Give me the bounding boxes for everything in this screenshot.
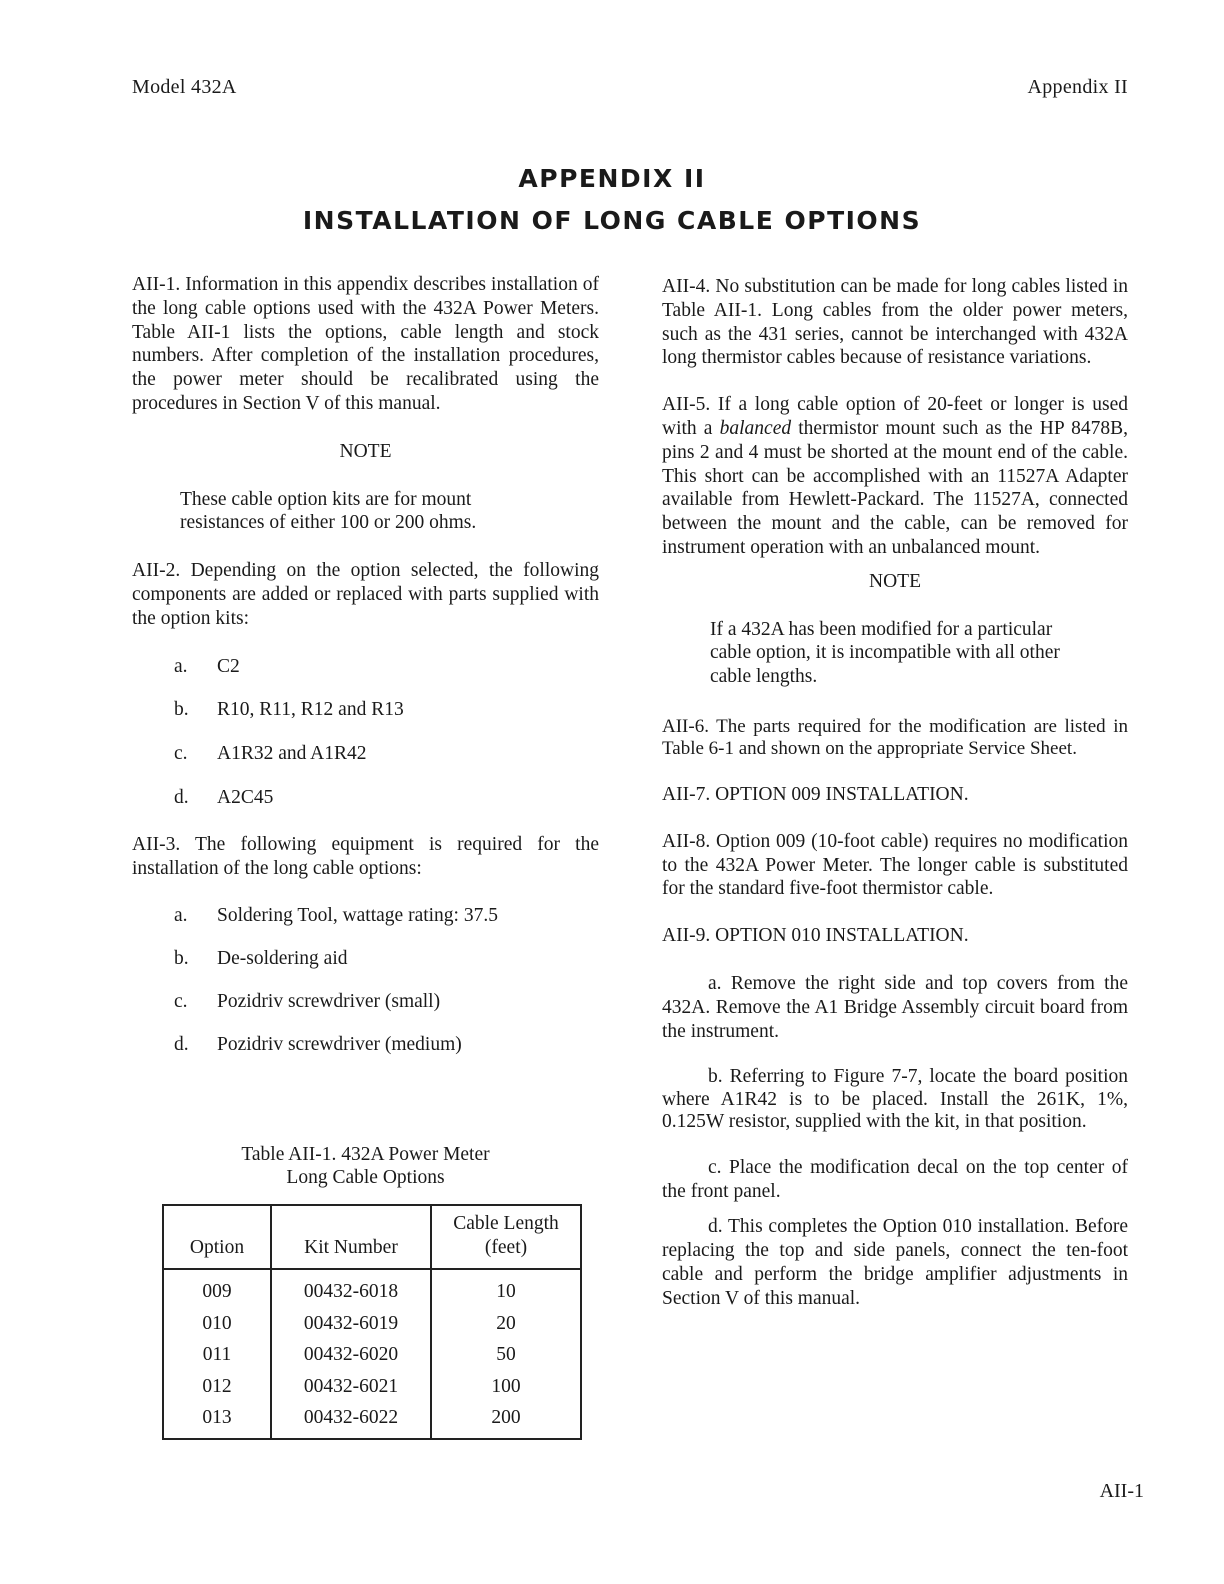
list-item: b. De-soldering aid bbox=[174, 948, 348, 970]
heading-option-010: AII-9. OPTION 010 INSTALLATION. bbox=[662, 925, 969, 947]
long-cable-options-table bbox=[162, 1204, 582, 1440]
list-item: d. A2C45 bbox=[174, 786, 274, 808]
paragraph-aii-3: AII-3. The following equipment is required for the installation of the long cable options: bbox=[132, 833, 599, 879]
note-text: If a 432A has been modified for a particular cable option, it is incompatible with all other cable lengths. bbox=[710, 618, 1060, 688]
column-header-kit-number: Kit Number bbox=[271, 1205, 431, 1269]
table-row: 013 00432-6022 200 bbox=[163, 1402, 581, 1439]
step-b: b. Referring to Figure 7-7, locate the board position where A1R42 is to be placed. Install the 261K, 1%, 0.125W resistor, supplied with the kit, in that position. bbox=[662, 1066, 1128, 1133]
table-row: 011 00432-6020 50 bbox=[163, 1339, 581, 1371]
list-item: c. A1R32 and A1R42 bbox=[174, 743, 367, 765]
page-subtitle: INSTALLATION OF LONG CABLE OPTIONS bbox=[302, 206, 922, 235]
list-item: a. C2 bbox=[174, 655, 240, 677]
components-list bbox=[132, 655, 599, 810]
note-text: These cable option kits are for mount resistances of either 100 or 200 ohms. bbox=[180, 488, 477, 534]
column-header-option: Option bbox=[163, 1205, 271, 1269]
page-number: AII-1 bbox=[1099, 1480, 1144, 1502]
running-header-model: Model 432A bbox=[132, 76, 237, 98]
running-header-appendix: Appendix II bbox=[1027, 76, 1128, 98]
left-column bbox=[132, 273, 599, 1440]
list-item: d. Pozidriv screwdriver (medium) bbox=[174, 1033, 462, 1055]
equipment-list bbox=[132, 904, 599, 1056]
step-d: d. This completes the Option 010 installation. Before replacing the top and side panels, connect the ten-foot cable and perform the bridge amplifier adjustments in Section V of this manual. bbox=[662, 1216, 1128, 1309]
paragraph-aii-6: AII-6. The parts required for the modification are listed in Table 6-1 and shown on the appropriate Service Sheet. bbox=[662, 715, 1128, 760]
paragraph-aii-8: AII-8. Option 009 (10-foot cable) requires no modification to the 432A Power Meter. The longer cable is substituted for the standard five-foot thermistor cable. bbox=[662, 830, 1128, 900]
page-title: APPENDIX II bbox=[518, 164, 706, 193]
step-a: a. Remove the right side and top covers from the 432A. Remove the A1 Bridge Assembly circuit board from the instrument. bbox=[662, 972, 1128, 1042]
list-item: a. Soldering Tool, wattage rating: 37.5 bbox=[174, 905, 498, 927]
list-item: c. Pozidriv screwdriver (small) bbox=[174, 990, 441, 1012]
paragraph-aii-4: AII-4. No substitution can be made for long cables listed in Table AII-1. Long cables from the older power meters, such as the 431 series, cannot be interchanged with 432A long thermistor cables because of resistance variations. bbox=[662, 276, 1128, 369]
list-item: b. R10, R11, R12 and R13 bbox=[174, 699, 404, 721]
paragraph-aii-1: AII-1. Information in this appendix describes installation of the long cable options used with the 432A Power Meters. Table AII-1 lists the options, cable length and stock numbers. After completion of the installation procedures, the power meter should be recalibrated using the procedures in Section V of this manual. bbox=[132, 274, 599, 414]
table-row: 010 00432-6019 20 bbox=[163, 1308, 581, 1340]
table-row: 012 00432-6021 100 bbox=[163, 1371, 581, 1403]
column-header-cable-length: Cable Length (feet) bbox=[431, 1205, 581, 1269]
table-caption: Table AII-1. 432A Power Meter bbox=[241, 1143, 490, 1165]
note-heading: NOTE bbox=[869, 570, 921, 592]
paragraph-aii-5: AII-5. If a long cable option of 20-feet or longer is used with a balanced thermistor mount such as the HP 8478B, pins 2 and 4 must be shorted at the mount end of the cable. This short can be accomplished with an 11527A Adapter available from Hewlett-Packard. The 11527A, connected between the mount and the cable, can be removed for instrument operation with an unbalanced mount. bbox=[662, 394, 1129, 558]
table-row: 009 00432-6018 10 bbox=[163, 1269, 581, 1308]
table-caption-line-2: Long Cable Options bbox=[286, 1167, 445, 1189]
step-c: c. Place the modification decal on the top center of the front panel. bbox=[662, 1156, 1128, 1202]
note-heading: NOTE bbox=[339, 440, 392, 462]
right-column bbox=[662, 275, 1128, 1311]
paragraph-aii-2: AII-2. Depending on the option selected, the following components are added or replaced with parts supplied with the option kits: bbox=[132, 560, 599, 629]
heading-option-009: AII-7. OPTION 009 INSTALLATION. bbox=[662, 783, 969, 805]
